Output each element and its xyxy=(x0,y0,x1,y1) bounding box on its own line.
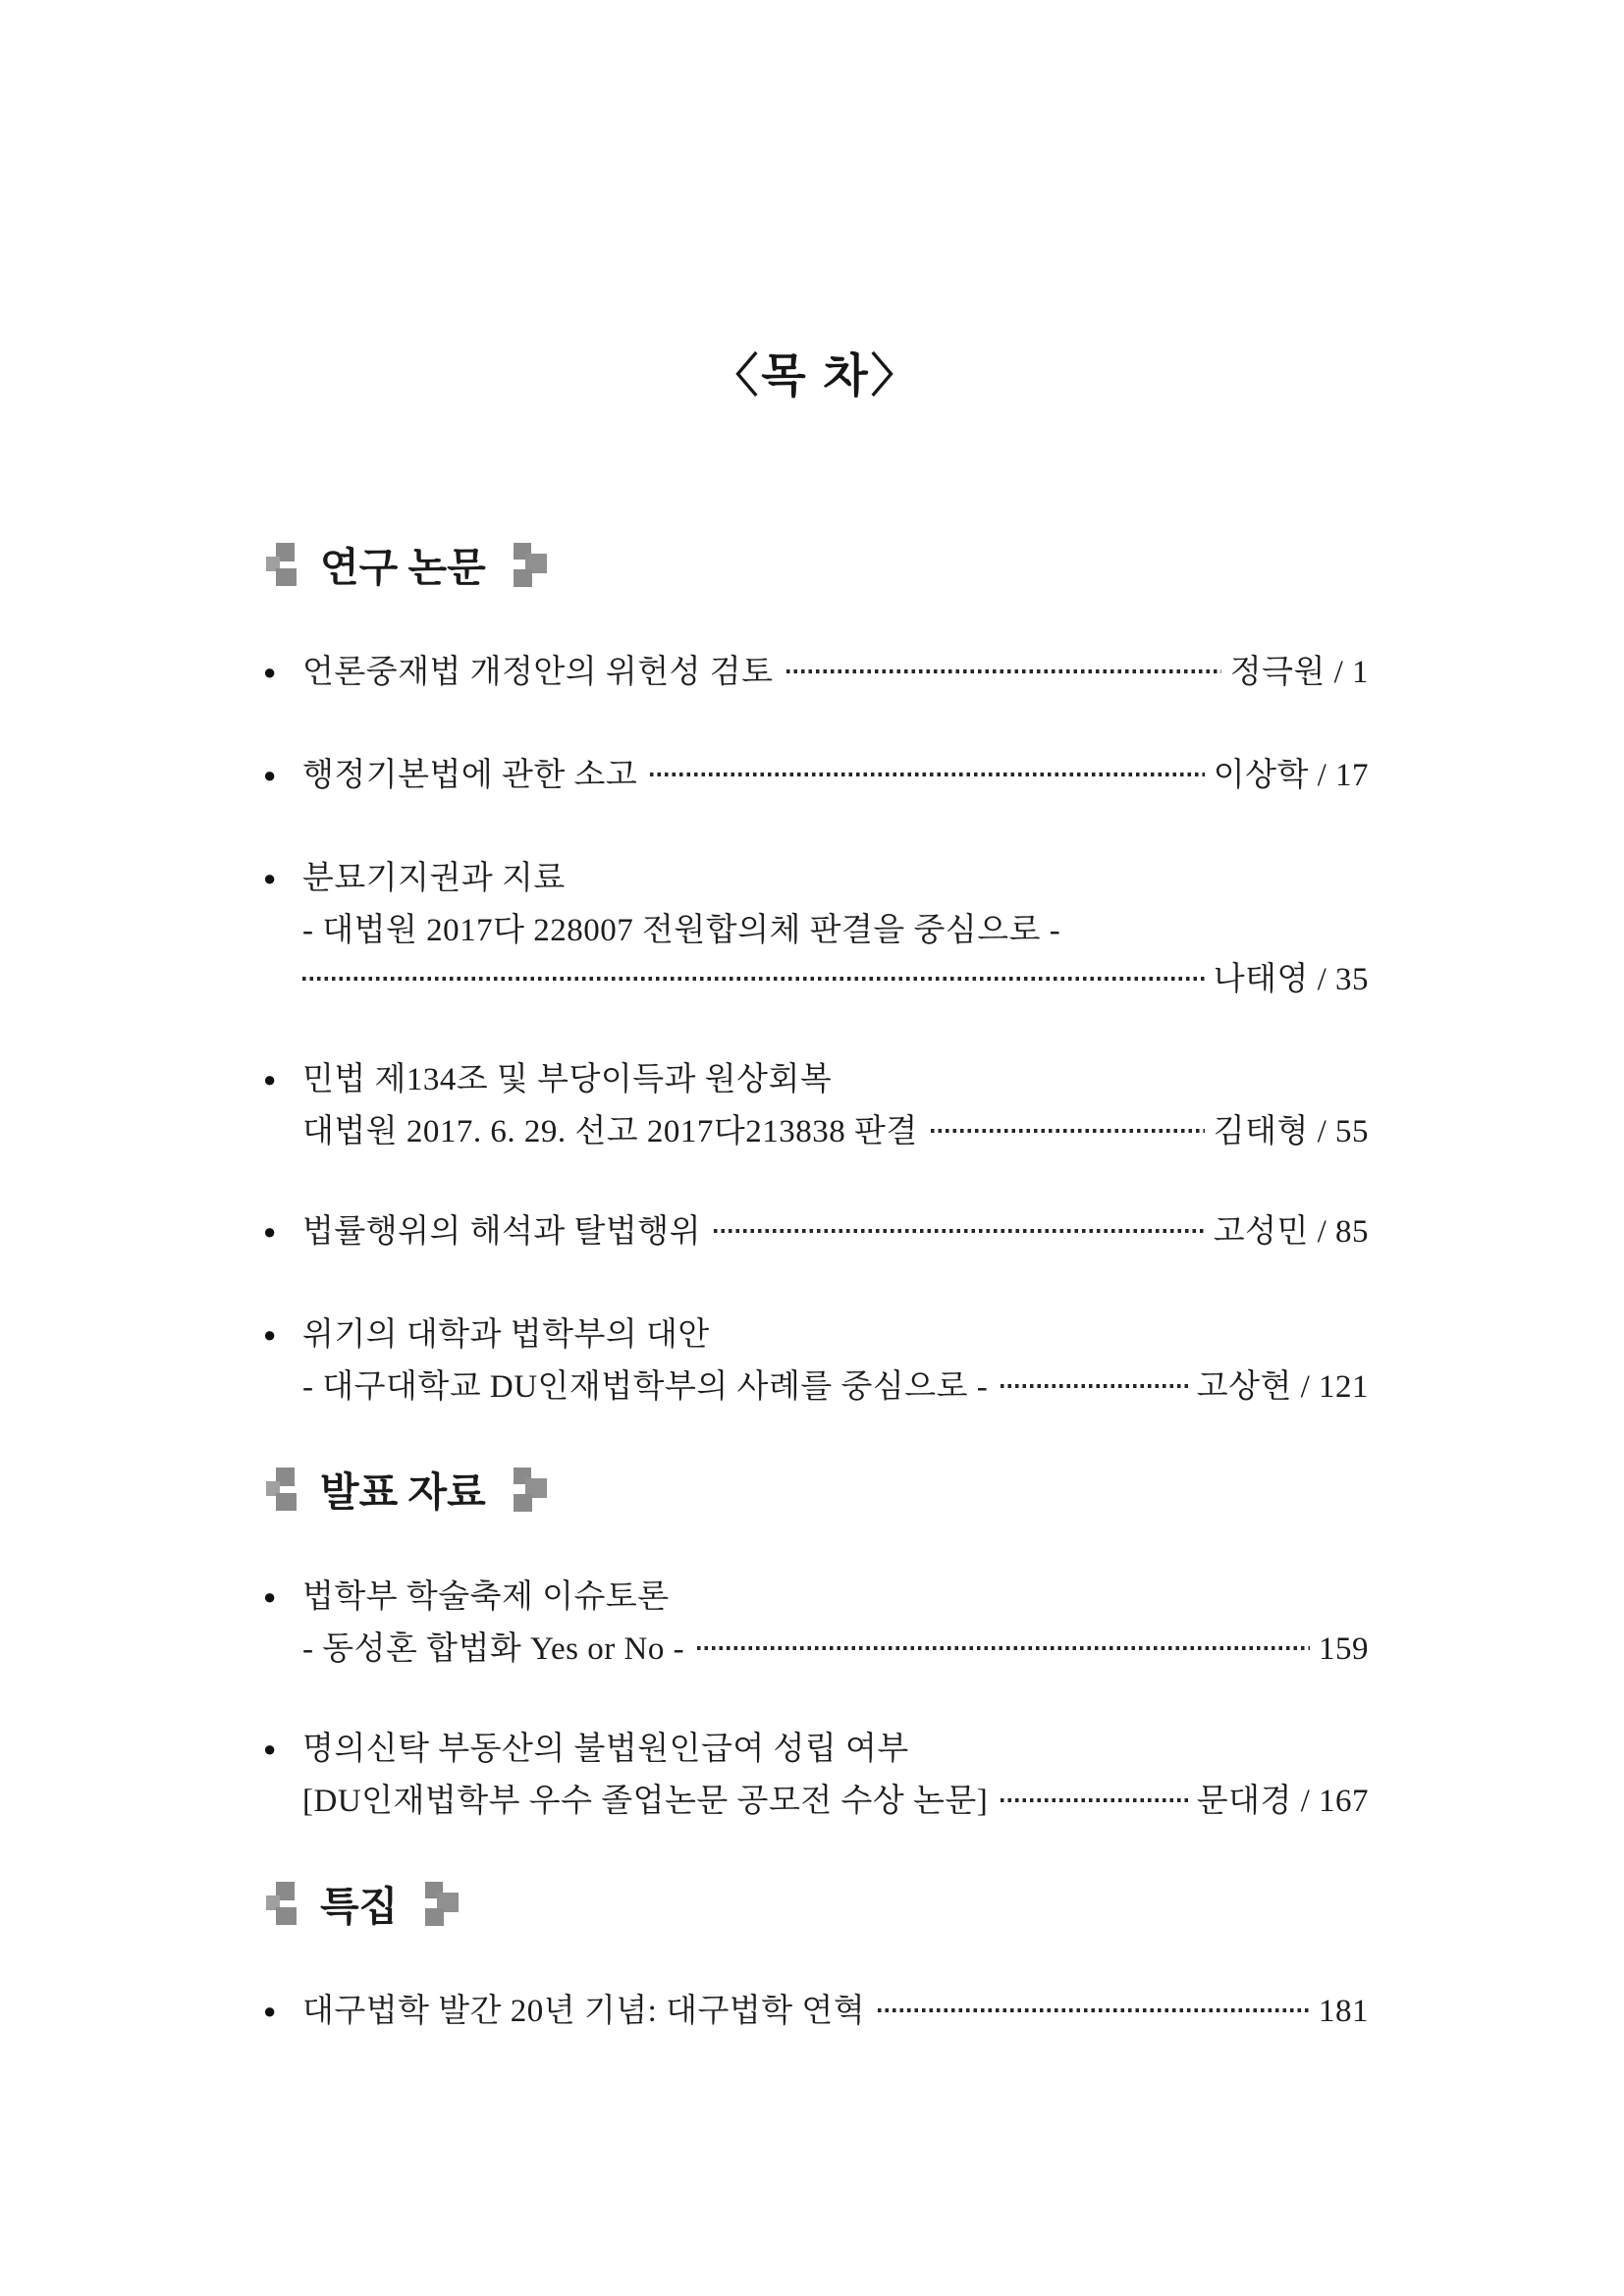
section-marker-left-icon xyxy=(263,1464,298,1513)
dot-leader xyxy=(988,1782,1196,1811)
dot-leader xyxy=(774,653,1230,682)
entry-title: 민법 제134조 및 부당이득과 원상회복 xyxy=(302,1062,833,1097)
section-header xyxy=(263,1877,1369,1928)
entry-author-page: 정극원 / 1 xyxy=(1229,655,1369,690)
page-title: 〈목 차〉 xyxy=(712,351,920,402)
section-marker-right-icon xyxy=(508,1464,549,1513)
entry-subtitle: - 대법원 2017다 228007 전원합의체 판결을 중심으로 - xyxy=(302,913,1061,948)
dot-leader xyxy=(918,1112,1214,1142)
entry-author-page: 문대경 / 167 xyxy=(1196,1784,1369,1819)
entry-title: 위기의 대학과 법학부의 대안 xyxy=(302,1317,710,1353)
section-header xyxy=(263,538,1369,589)
entry-author-page: 김태형 / 55 xyxy=(1213,1114,1369,1149)
entry-line xyxy=(263,1573,1369,1625)
section-title: 특집 xyxy=(320,1883,399,1929)
entry-line xyxy=(263,751,1369,803)
entry-line xyxy=(263,1725,1369,1777)
bullet-icon: ● xyxy=(263,1584,277,1609)
section-entries xyxy=(263,1987,1369,2039)
toc-entry xyxy=(263,1987,1369,2039)
entry-line xyxy=(263,955,1369,1004)
entry-author-page: 나태영 / 35 xyxy=(1213,962,1369,997)
entry-line xyxy=(263,1625,1369,1674)
toc-entry xyxy=(263,1207,1369,1259)
entry-title: 법학부 학술축제 이슈토론 xyxy=(302,1579,670,1615)
toc-entry xyxy=(263,1725,1369,1826)
section-title: 연구 논문 xyxy=(320,544,486,590)
entry-line xyxy=(263,1107,1369,1156)
entry-author-page: 고상현 / 121 xyxy=(1196,1369,1369,1405)
entry-author-page: 고성민 / 85 xyxy=(1213,1214,1369,1250)
entry-line xyxy=(263,1777,1369,1826)
dot-leader xyxy=(684,1629,1319,1659)
entry-page: 159 xyxy=(1319,1631,1369,1667)
toc-entry xyxy=(263,751,1369,803)
bullet-icon: ● xyxy=(263,1999,277,2023)
entry-subtitle: 대법원 2017. 6. 29. 선고 2017다213838 판결 xyxy=(302,1114,918,1149)
section-marker-left-icon xyxy=(263,1878,298,1927)
toc-entry xyxy=(263,1573,1369,1674)
section-entries xyxy=(263,648,1369,1412)
bullet-icon: ● xyxy=(263,1736,277,1761)
section-marker-right-icon xyxy=(419,1878,460,1927)
entry-title: 법률행위의 해석과 탈법행위 xyxy=(302,1214,702,1250)
entry-line xyxy=(263,1055,1369,1107)
entry-author-page: 이상학 / 17 xyxy=(1213,758,1369,793)
dot-leader xyxy=(701,1212,1214,1242)
section-research-papers xyxy=(263,538,1369,1412)
bullet-icon: ● xyxy=(263,866,277,890)
section-header xyxy=(263,1463,1369,1514)
toc-entry xyxy=(263,1055,1369,1156)
entry-title: 행정기본법에 관한 소고 xyxy=(302,758,638,793)
section-presentations xyxy=(263,1463,1369,1826)
entry-subtitle: [DU인재법학부 우수 졸업논문 공모전 수상 논문] xyxy=(302,1784,989,1819)
entry-line xyxy=(263,854,1369,906)
bullet-icon: ● xyxy=(263,1067,277,1092)
entry-page: 181 xyxy=(1319,1994,1369,2029)
entry-line xyxy=(263,1207,1369,1259)
dot-leader xyxy=(637,756,1213,785)
entry-title: 대구법학 발간 20년 기념: 대구법학 연혁 xyxy=(302,1994,866,2029)
section-title: 발표 자료 xyxy=(320,1468,486,1515)
section-entries xyxy=(263,1573,1369,1826)
entry-title: 언론중재법 개정안의 위헌성 검토 xyxy=(302,655,774,690)
entry-subtitle: - 대구대학교 DU인재법학부의 사례를 중심으로 - xyxy=(302,1369,989,1405)
entry-title: 명의신탁 부동산의 불법원인급여 성립 여부 xyxy=(302,1732,909,1767)
entry-title: 분묘기지권과 지료 xyxy=(302,861,566,896)
entry-line xyxy=(263,906,1369,955)
section-marker-left-icon xyxy=(263,539,298,588)
dot-leader xyxy=(865,1992,1319,2021)
entry-line xyxy=(263,1987,1369,2039)
toc-entry xyxy=(263,854,1369,1004)
bullet-icon: ● xyxy=(263,1219,277,1244)
toc-entry xyxy=(263,1310,1369,1412)
toc-entry xyxy=(263,648,1369,700)
bullet-icon: ● xyxy=(263,763,277,787)
entry-line xyxy=(263,1310,1369,1362)
dot-leader xyxy=(302,960,1214,989)
section-marker-right-icon xyxy=(508,539,549,588)
section-special xyxy=(263,1877,1369,2039)
entry-line xyxy=(263,1362,1369,1412)
entry-subtitle: - 동성혼 합법화 Yes or No - xyxy=(302,1631,685,1667)
dot-leader xyxy=(988,1367,1196,1397)
bullet-icon: ● xyxy=(263,660,277,684)
entry-line xyxy=(263,648,1369,700)
bullet-icon: ● xyxy=(263,1322,277,1347)
